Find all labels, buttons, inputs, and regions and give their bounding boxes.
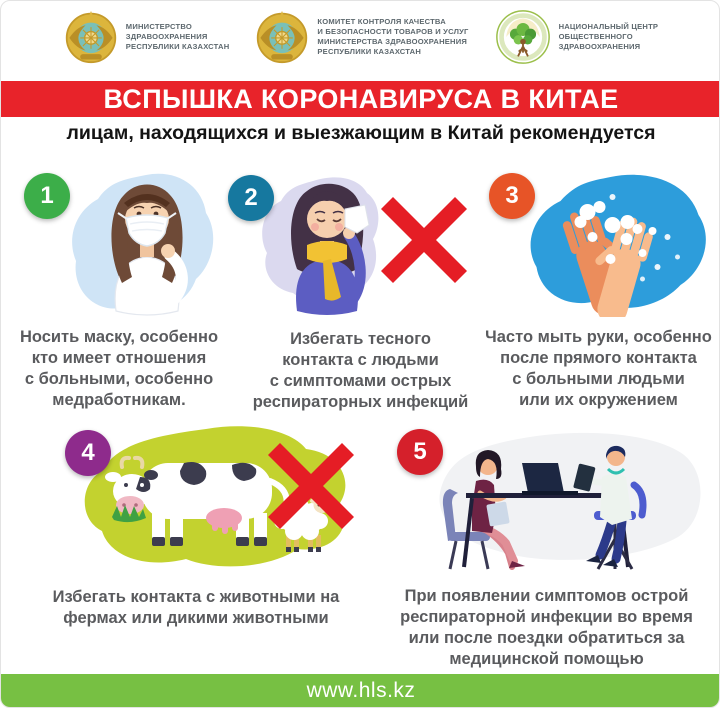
logo-ministry-of-health-label: МИНИСТЕРСТВО ЗДРАВООХРАНЕНИЯ РЕСПУБЛИКИ КАЗАХСТАН [125, 21, 230, 51]
item-4-number-badge: 4 [65, 430, 111, 476]
item-5-number-badge: 5 [397, 429, 443, 475]
sick-woman-sneezing-into-tissue-illustration [251, 169, 473, 317]
item-3-number-badge: 3 [489, 173, 535, 219]
item-2-text: Избегать тесного контакта с людьми с симптомами острых респираторных инфекций [252, 330, 469, 411]
doctor-consultation-at-desk-illustration [396, 419, 713, 576]
item-1-number-badge: 1 [24, 173, 70, 219]
prohibition-cross-icon [381, 197, 467, 283]
scarf [307, 241, 347, 263]
woman-wearing-medical-mask-illustration [59, 167, 231, 317]
logo-quality-control-committee [255, 9, 468, 65]
poster-subtitle: лицам, находящихся и выезжающим в Китай рекомендуется [66, 122, 656, 144]
public-health-center-tree-logo-icon [495, 9, 551, 65]
website-url: www.hls.kz [306, 678, 416, 702]
header-logos [1, 6, 720, 68]
laptop [522, 463, 564, 493]
footer-bar [1, 674, 720, 707]
item-5-text: При появлении симптомов острой респираторной инфекции во время или после поездки обратиться за медицинской помощью [400, 587, 693, 668]
item-1-text: Носить маску, особенно кто имеет отношения с больными, особенно медработникам. [19, 328, 219, 409]
logo-ministry-of-health [64, 9, 230, 65]
kazakhstan-coat-of-arms-icon [255, 9, 309, 65]
kazakhstan-coat-of-arms-icon [64, 9, 118, 65]
logo-national-public-health-center-label: НАЦИОНАЛЬНЫЙ ЦЕНТР ОБЩЕСТВЕННОГО ЗДРАВООХРАНЕНИЯ [558, 21, 659, 51]
item-4-text: Избегать контакта с животными на фермах или дикими животными [52, 588, 340, 627]
item-3-text: Часто мыть руки, особенно после прямого контакта с больными людьми или их окружением [485, 328, 712, 409]
logo-national-public-health-center [495, 9, 659, 65]
poster-title: ВСПЫШКА КОРОНАВИРУСА В КИТАЕ [103, 83, 619, 114]
item-2-number-badge: 2 [228, 175, 274, 221]
title-banner [1, 81, 720, 117]
logo-quality-control-committee-label: КОМИТЕТ КОНТРОЛЯ КАЧЕСТВА И БЕЗОПАСНОСТИ ТОВАРОВ И УСЛУГ МИНИСТЕРСТВА ЗДРАВООХРАНЕНИЯ РЕСПУБЛИКИ КАЗАХСТАН [317, 16, 469, 57]
